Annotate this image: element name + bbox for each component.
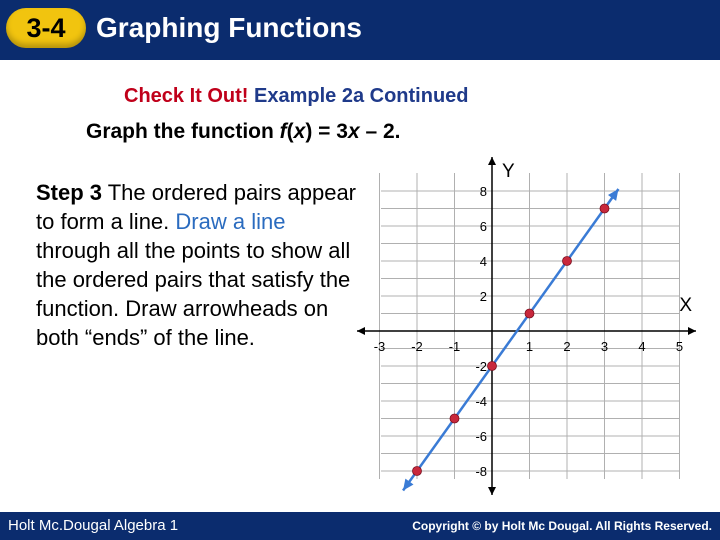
data-point [488, 362, 497, 371]
data-point [563, 257, 572, 266]
task-func: f [279, 120, 287, 143]
lesson-number: 3-4 [26, 13, 66, 43]
x-tick-label: 5 [675, 339, 684, 354]
footer-bar [0, 512, 720, 540]
task-pre: Graph the function [86, 120, 280, 143]
example-label: Example 2a Continued [254, 85, 469, 107]
lesson-title: Graphing Functions [96, 12, 362, 43]
x-axis-arrow-right [688, 327, 696, 335]
data-point [450, 414, 459, 423]
x-tick-label: -1 [448, 339, 461, 354]
step-text [36, 178, 356, 352]
task-var2: x [347, 120, 360, 143]
check-it-out-label: Check It Out! [124, 85, 249, 107]
data-point [600, 204, 609, 213]
y-tick-label: -4 [475, 394, 487, 409]
y-tick-label: -2 [475, 359, 487, 374]
step-label: Step 3 [36, 180, 103, 205]
y-tick-label: 6 [479, 219, 487, 234]
x-axis-arrow-left [357, 327, 365, 335]
data-point [413, 467, 422, 476]
y-axis-label: Y [502, 161, 515, 182]
task-mid: ) = 3 [305, 120, 348, 143]
function-line [403, 189, 618, 491]
x-tick-label: 3 [600, 339, 609, 354]
task-statement: Graph the function f(x) = 3x – 2. [86, 120, 401, 143]
step-highlight: Draw a line [175, 209, 286, 234]
task-post: – 2. [359, 120, 401, 143]
step-text-1: The ordered pairs appear to form a line. [36, 180, 357, 234]
copyright-label: Copyright © by Holt Mc Dougal. All Rights Reserved. [412, 519, 712, 533]
y-tick-label: 8 [479, 184, 487, 199]
y-tick-label: -6 [475, 429, 487, 444]
y-tick-label: 4 [479, 254, 487, 269]
step-text-2: through all the points to show all the ordered pairs that satisfy the function. Draw arrowheads on both “ends” of the line. [36, 238, 351, 350]
y-tick-label: -8 [475, 464, 487, 479]
data-point [525, 309, 534, 318]
line-arrow-start [403, 479, 413, 491]
task-var: x [293, 120, 306, 143]
y-axis-arrow-up [488, 157, 496, 165]
y-axis-arrow-down [488, 487, 496, 495]
x-axis-label: X [679, 295, 692, 316]
y-tick-label: 2 [479, 289, 487, 304]
x-tick-label: 2 [563, 339, 571, 354]
publisher-label: Holt Mc.Dougal Algebra 1 [8, 517, 179, 534]
x-tick-label: -2 [411, 339, 423, 354]
x-tick-label: 1 [525, 339, 534, 354]
x-tick-label: -3 [373, 339, 386, 354]
x-tick-label: 4 [638, 339, 646, 354]
coordinate-graph [355, 155, 700, 500]
lesson-badge [6, 8, 86, 48]
title-bar [0, 0, 720, 60]
example-heading [124, 82, 469, 110]
